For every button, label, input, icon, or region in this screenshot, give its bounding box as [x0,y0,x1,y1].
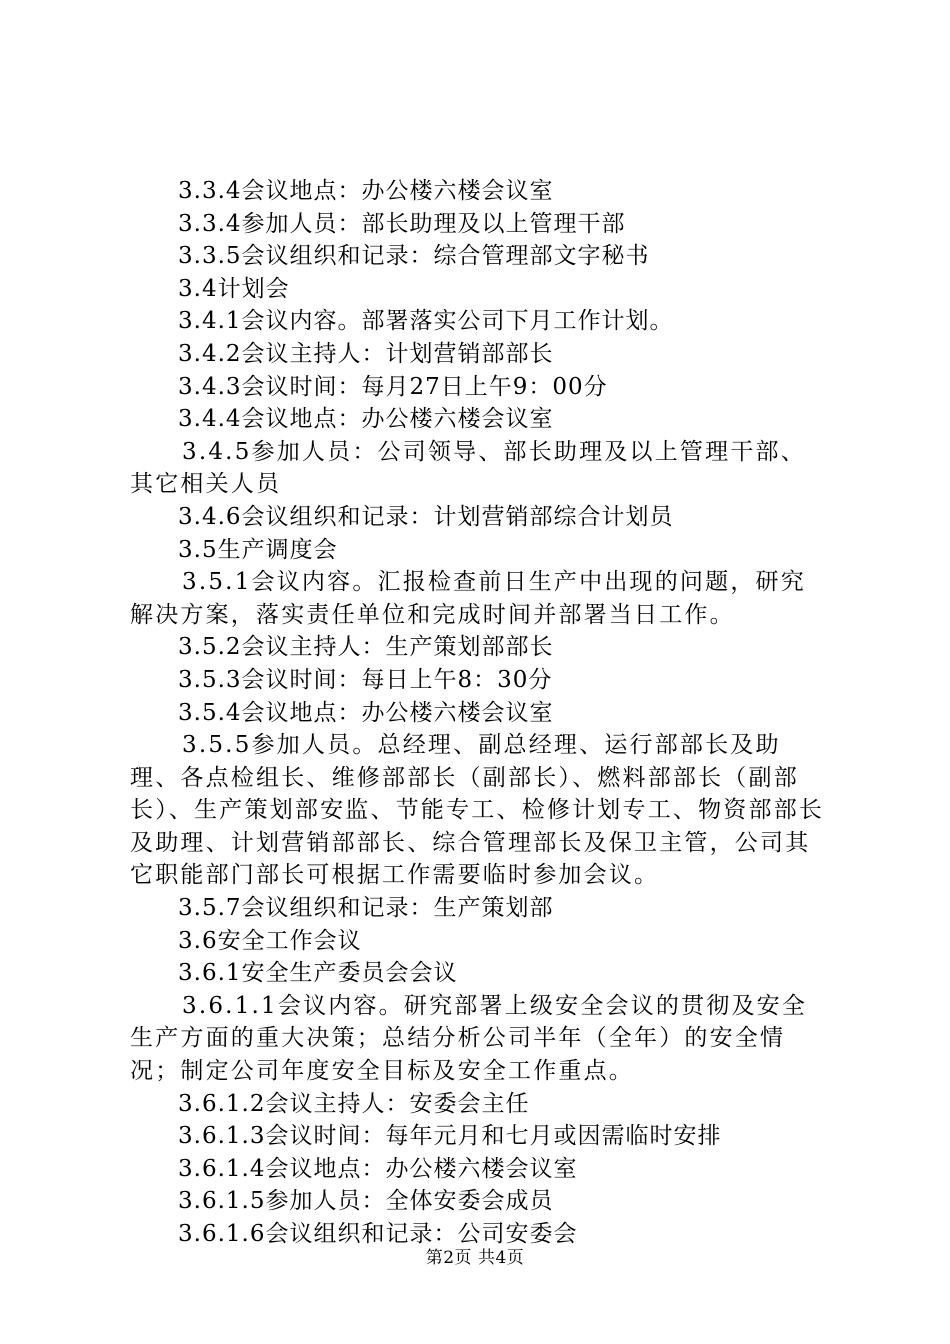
paragraph: 3.6.1.3会议时间：每年元月和七月或因需临时安排 [178,1123,722,1150]
paragraph: 3.4.4会议地点：办公楼六楼会议室 [178,406,554,433]
paragraph: 3.6.1.6会议组织和记录：公司安委会 [178,1221,578,1247]
page-number-footer: 第2页 共4页 [425,1248,525,1268]
paragraph: 3.5.5参加人员。总经理、副总经理、运行部部长及助理、各点检组长、维修部部长（副部长）、燃料部部长（副部长）、生产策划部安监、节能专工、检修计划专工、物资部部长及助理、计划营销部部长、综合管理部长及保卫主管，公司其它职能部门部长可根据工作需要临时参加会议。 [130,732,825,889]
paragraph: 3.3.4会议地点：办公楼六楼会议室 [178,178,554,204]
paragraph: 3.6.1.1会议内容。研究部署上级安全会议的贯彻及安全生产方面的重大决策；总结分析公司半年（全年）的安全情况；制定公司年度安全目标及安全工作重点。 [130,992,808,1085]
paragraph: 3.4.1会议内容。部署落实公司下月工作计划。 [178,308,674,335]
paragraph: 3.5.1会议内容。汇报检查前日生产中出现的问题，研究解决方案，落实责任单位和完成时间并部署当日工作。 [130,569,806,628]
paragraph: 3.6.1.2会议主持人：安委会主任 [178,1090,530,1117]
paragraph: 3.4.6会议组织和记录：计划营销部综合计划员 [178,503,674,530]
section-heading: 3.6安全工作会议 [178,927,362,954]
subsection-heading: 3.6.1安全生产委员会会议 [178,960,458,987]
paragraph: 3.3.5会议组织和记录：综合管理部文字秘书 [178,243,650,270]
paragraph: 3.6.1.4会议地点：办公楼六楼会议室 [178,1155,578,1182]
paragraph: 3.5.3会议时间：每日上午8：30分 [178,666,553,693]
paragraph: 3.5.4会议地点：办公楼六楼会议室 [178,699,554,726]
paragraph: 3.4.3会议时间：每月27日上午9：00分 [178,373,608,400]
paragraph: 3.5.2会议主持人：生产策划部部长 [178,634,554,661]
section-heading: 3.5生产调度会 [178,536,338,563]
paragraph: 3.3.4参加人员：部长助理及以上管理干部 [178,210,626,237]
paragraph: 3.4.2会议主持人：计划营销部部长 [178,340,554,367]
paragraph: 3.5.7会议组织和记录：生产策划部 [178,895,554,922]
section-heading: 3.4计划会 [178,275,290,302]
document-body [130,175,830,1251]
paragraph: 3.6.1.5参加人员：全体安委会成员 [178,1188,554,1215]
paragraph: 3.4.5参加人员：公司领导、部长助理及以上管理干部、其它相关人员 [130,438,806,498]
